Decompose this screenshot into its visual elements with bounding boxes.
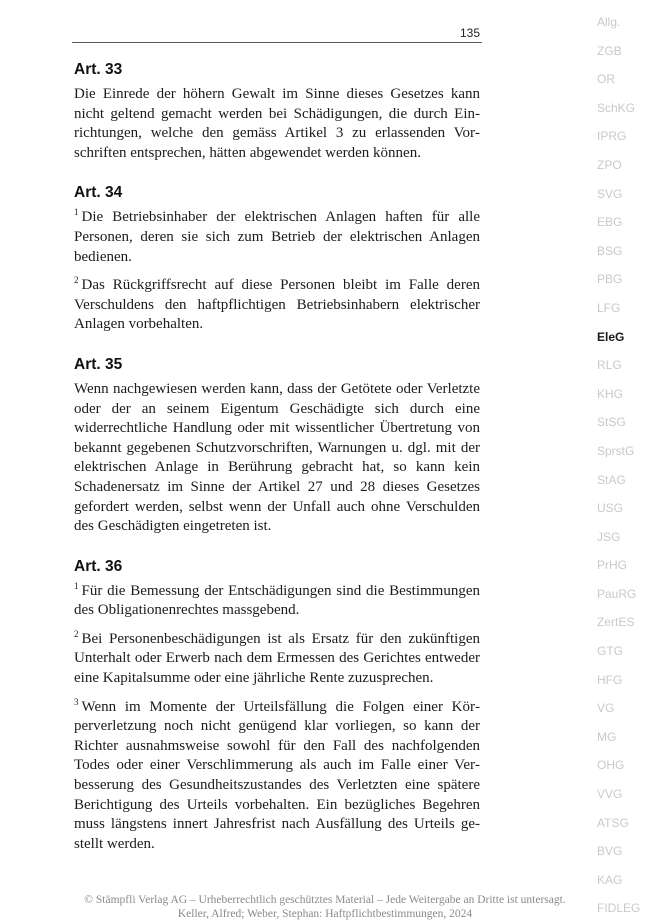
- paragraph-text: Die Einrede der höhern Gewalt im Sinne dieses Gesetzes kann nicht geltend gemacht werden bei Schädigungen, die durch Einrichtungen, welche den gemäss Artikel 3 zu erlassenden Vorschriften entsprechen, hätten abgewendet werden können.: [74, 86, 480, 161]
- tab-fidleg[interactable]: FIDLEG: [597, 901, 641, 916]
- article-paragraph: [74, 582, 480, 621]
- paragraph-text: Für die Bemessung der Entschädigungen sind die Bestimmungen des Obligationenrechtes massgebend.: [74, 582, 480, 619]
- article-section: [74, 355, 480, 537]
- article-section: [74, 183, 480, 335]
- tab-gtg[interactable]: GTG: [597, 644, 623, 659]
- main-content: [74, 60, 480, 854]
- article-paragraph: [74, 698, 480, 855]
- paragraph-number: 3: [74, 696, 79, 707]
- tab-jsg[interactable]: JSG: [597, 529, 621, 544]
- paragraph-text: Wenn nachgewiesen werden kann, dass der Getötete oder Verletzte oder der an seinem Eigentum Geschädigte sich durch eine widerrechtliche Handlung oder mit wissentlicher Übertretung von bekannt gegebenen Schutzvorschriften, Warnungen u. dgl. mit der elektrischen Anlage in Berührung gebracht hat, so kann kein Schadenersatz im Sinne der Artikel 27 und 28 dieses Gesetzes gefordert werden, selbst wenn der Unfall auch ohne Verschulden des Geschädigten eingetreten ist.: [74, 380, 480, 535]
- tab-sprstg[interactable]: SprstG: [597, 443, 635, 458]
- paragraph-text: Wenn im Momente der Urteilsfällung die Folgen einer Körperverletzung noch nicht genügend klar vorliegen, so kann der Richter ausnahmsweise sowohl für den Fall des nachfolgenden Todes oder einer Verschlimmerung als auch im Falle einer Verbesserung des Gesundheitszustandes des Verletzten eine spätere Berichtigung des Urteils vorbehalten. Ein bezügliches Begehren muss längstens innert Jahresfrist nach Ausfällung des Urteils gestellt werden.: [74, 698, 480, 852]
- tab-stag[interactable]: StAG: [597, 472, 626, 487]
- article-section: [74, 60, 480, 163]
- tab-usg[interactable]: USG: [597, 501, 624, 516]
- tab-khg[interactable]: KHG: [597, 386, 624, 401]
- tab-vvg[interactable]: VVG: [597, 787, 623, 802]
- tab-schkg[interactable]: SchKG: [597, 100, 636, 115]
- tab-zertes[interactable]: ZertES: [597, 615, 635, 630]
- tab-or[interactable]: OR: [597, 72, 615, 87]
- copyright-footer: [0, 893, 650, 921]
- tab-zpo[interactable]: ZPO: [597, 157, 622, 172]
- tab-stsg[interactable]: StSG: [597, 415, 626, 430]
- paragraph-text: Bei Personenbeschädigungen ist als Ersatz für den zukünftigen Unterhalt oder Erwerb nach dem Ermessen des Gerichtes entweder eine Kapitalsumme oder eine jährliche Rente zuzusprechen.: [74, 630, 480, 687]
- tab-iprg[interactable]: IPRG: [597, 129, 627, 144]
- article-section: [74, 557, 480, 855]
- tab-atsg[interactable]: ATSG: [597, 815, 629, 830]
- article-paragraph: [74, 208, 480, 267]
- tab-allg[interactable]: Allg.: [597, 15, 621, 29]
- tab-mg[interactable]: MG: [597, 729, 617, 744]
- article-paragraph: [74, 276, 480, 335]
- article-title: Art. 35: [74, 355, 123, 373]
- paragraph-number: 1: [74, 580, 79, 591]
- tab-paurg[interactable]: PauRG: [597, 586, 637, 601]
- paragraph-number: 2: [74, 275, 79, 286]
- paragraph-text: Das Rückgriffsrecht auf diese Personen bleibt im Falle deren Verschuldens den haftpflichtigen Betriebsinhabern elektrischer Anlagen vorbehalten.: [74, 277, 480, 333]
- article-title: Art. 36: [74, 557, 123, 575]
- article-paragraph: [74, 380, 480, 537]
- article-title: Art. 34: [74, 184, 123, 202]
- tab-ebg[interactable]: EBG: [597, 215, 623, 230]
- paragraph-number: 2: [74, 628, 79, 639]
- paragraph-text: Die Betriebsinhaber der elektrischen Anlagen haften für alle Personen, deren sie sich zum Betrieb der elektrischen Anlagen bedienen.: [74, 209, 480, 265]
- footer-copyright-line: © Stämpfli Verlag AG – Urheberrechtlich geschütztes Material – Jede Weitergabe an Dritte ist untersagt.: [84, 894, 566, 906]
- page-number: 135: [459, 26, 480, 40]
- tab-pbg[interactable]: PBG: [597, 272, 623, 287]
- tab-ohg[interactable]: OHG: [597, 758, 625, 773]
- tab-bvg[interactable]: BVG: [597, 844, 623, 859]
- tab-kag[interactable]: KAG: [597, 872, 623, 887]
- header-rule: [72, 42, 482, 43]
- tab-hfg[interactable]: HFG: [597, 672, 623, 687]
- article-paragraph: [74, 85, 480, 163]
- footer-citation-line: Keller, Alfred; Weber, Stephan: Haftpflichtbestimmungen, 2024: [177, 908, 473, 920]
- tab-vg[interactable]: VG: [597, 701, 615, 716]
- article-paragraph: [74, 630, 480, 689]
- article-title: Art. 33: [74, 61, 123, 78]
- tab-eleg[interactable]: EleG: [597, 329, 625, 344]
- tab-bsg[interactable]: BSG: [597, 243, 623, 258]
- tab-rlg[interactable]: RLG: [597, 358, 622, 373]
- law-index-tabs: [592, 8, 650, 923]
- tab-prhg[interactable]: PrHG: [597, 558, 627, 573]
- paragraph-number: 1: [74, 207, 79, 218]
- tab-zgb[interactable]: ZGB: [597, 43, 622, 58]
- tab-lfg[interactable]: LFG: [597, 300, 621, 315]
- tab-svg[interactable]: SVG: [597, 186, 623, 201]
